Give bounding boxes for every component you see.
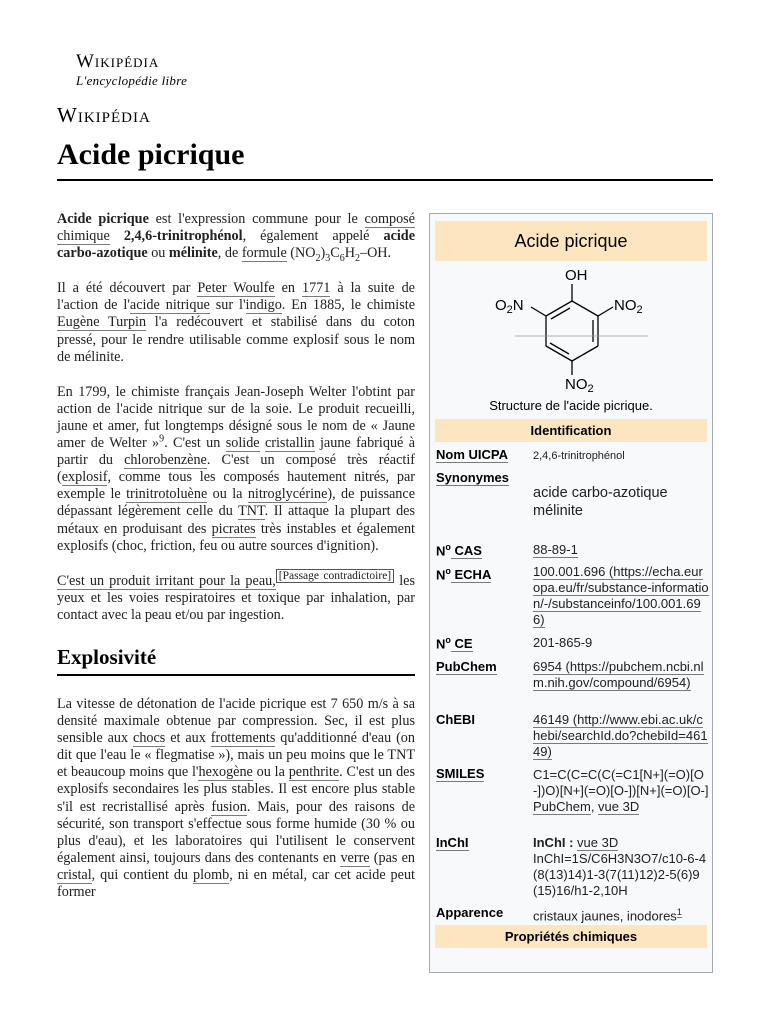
value-inchi xyxy=(533,835,709,899)
link-acide-nitrique[interactable]: acide nitrique xyxy=(129,297,210,314)
link-nom-uicpa[interactable]: Nom UICPA xyxy=(436,447,508,462)
value-apparence: cristaux jaunes, inodores$^1$ xyxy=(533,907,682,924)
text: et aux xyxy=(165,730,211,747)
link-smiles[interactable]: SMILES xyxy=(436,766,485,781)
label-no2-right: $NO_2$ xyxy=(614,297,643,316)
text: . C'est un xyxy=(164,435,226,452)
paragraph-history xyxy=(57,280,415,365)
paragraph-intro xyxy=(57,211,415,265)
link-formule[interactable]: formule xyxy=(241,245,287,262)
formula-text: ) xyxy=(320,245,326,262)
value-echa xyxy=(533,564,709,628)
value-pubchem xyxy=(533,659,709,691)
text: , comme tous les composés hautement nitrés, par exemple le xyxy=(57,469,415,503)
link-hexogene[interactable]: hexogène xyxy=(198,764,253,781)
label-apparence: Apparence xyxy=(436,905,504,920)
synonym-2: mélinite xyxy=(533,503,583,519)
page-title: Acide picrique xyxy=(57,138,245,171)
text: les yeux et les voies respiratoires et toxique par inhalation, par contact avec la peau et/ou par ingestion. xyxy=(57,572,415,623)
text: . C'est un composé très réactif ( xyxy=(57,452,416,486)
label-echa: $N^o$ ECHA xyxy=(436,566,492,583)
subscript: 2 xyxy=(315,253,321,265)
text: , de xyxy=(217,245,242,262)
text: . C'est un des explosifs secondaires les plus stables. Il est encore plus stable s'il est recristallisé après xyxy=(57,764,415,815)
smiles-string: C1=C(C=C(C(=C1[N+](=O)[O-])O)[N+](=O)[O-])[N+](=O)[O-] xyxy=(533,767,709,798)
link-fusion[interactable]: fusion xyxy=(211,798,247,815)
text: (pas en xyxy=(369,849,415,866)
benzene-ring xyxy=(531,284,613,375)
link-verre[interactable]: verre xyxy=(340,849,370,866)
link-plomb[interactable]: plomb xyxy=(192,866,230,883)
value-cas xyxy=(533,542,709,558)
link-cas-value[interactable]: 88-89-1 xyxy=(533,542,578,557)
text: à la suite de l'action de l' xyxy=(57,280,415,314)
formula-text: C xyxy=(330,245,340,262)
synonym-1: acide carbo-azotique xyxy=(533,485,668,501)
smiles-links: PubChem, vue 3D xyxy=(533,799,640,814)
reference-sup[interactable]: 9 xyxy=(159,433,165,445)
link-chebi-value[interactable]: 46149 (http://www.ebi.ac.uk/chebi/searchId.do?chebiId=46149) xyxy=(533,712,708,759)
section-heading-explosivite: Explosivité xyxy=(57,644,157,669)
text: l'a redécouvert et stabilisé dans du coton pressé, pour le rendre utilisable comme explosif sous le nom de mélinite. xyxy=(57,314,415,365)
wikipedia-wordmark[interactable]: Wikipédia xyxy=(57,103,151,127)
infobox-title: Acide picrique xyxy=(435,221,707,261)
text: , également appelé xyxy=(242,228,384,245)
inchi-string: InChI=1S/C6H3N3O7/c10-6-4(8(13)14)1-3(7(11)12)2-5(6)9(15)16/h1-2,10H xyxy=(533,851,707,898)
link-peter-woulfe[interactable]: Peter Woulfe xyxy=(197,280,275,297)
text: ou xyxy=(147,245,169,262)
structure-diagram[interactable] xyxy=(485,264,665,396)
text: Il a été découvert par xyxy=(57,280,198,297)
text: ), de puissance dépassant légèrement celle du xyxy=(57,486,415,520)
link-ce[interactable]: CE xyxy=(450,636,473,652)
title-divider xyxy=(57,179,713,181)
label-inchi xyxy=(436,835,469,850)
label-oh: OH xyxy=(565,267,588,284)
bold-term: 2,4,6-trinitrophénol xyxy=(123,228,243,245)
link-solide[interactable]: solide xyxy=(225,435,260,452)
bold-term: Acide picrique xyxy=(57,211,149,227)
inchi-prefix: InChI : xyxy=(533,835,578,850)
text xyxy=(110,228,124,244)
link-synonymes[interactable]: Synonymes xyxy=(436,470,509,485)
link-inchi[interactable]: InChI xyxy=(436,835,469,850)
text: sur l' xyxy=(209,297,246,314)
section-identification: Identification xyxy=(435,419,707,442)
subscript: 2 xyxy=(354,253,360,265)
link-eugene-turpin[interactable]: Eugène Turpin xyxy=(57,314,147,331)
link-cas[interactable]: CAS xyxy=(450,543,482,559)
link-smiles-pubchem[interactable]: PubChem xyxy=(533,799,591,814)
link-pubchem[interactable]: PubChem xyxy=(436,659,497,674)
infobox xyxy=(429,213,713,973)
bold-term: mélinite xyxy=(168,245,218,262)
contradiction-note[interactable]: [Passage contradictoire] xyxy=(276,569,394,583)
link-irritant[interactable]: C'est un produit irritant pour la peau, xyxy=(57,572,276,589)
link-trinitrotoluene[interactable]: trinitrotoluène xyxy=(126,486,208,503)
link-1771[interactable]: 1771 xyxy=(302,280,331,297)
text: ou la xyxy=(207,486,248,503)
article-body xyxy=(57,211,415,919)
link-explosif[interactable]: explosif xyxy=(61,469,108,486)
link-picrates[interactable]: picrates xyxy=(211,520,256,537)
label-o2n: $O_2N$ xyxy=(495,297,524,316)
paragraph-welter xyxy=(57,384,415,555)
label-ce: $N^o$ CE xyxy=(436,635,473,652)
label-iupac xyxy=(436,447,508,462)
bold-term: acide carbo-azotique xyxy=(57,228,415,262)
logo-tagline: L'encyclopédie libre xyxy=(76,73,188,88)
text: , qui contient du xyxy=(91,866,193,883)
logo-wordmark: Wikipédia xyxy=(76,51,160,72)
formula-text: H xyxy=(344,245,355,262)
value-chebi xyxy=(533,712,709,760)
link-cristallin[interactable]: cristallin xyxy=(264,435,315,452)
label-pubchem xyxy=(436,659,497,674)
link-tnt[interactable]: TNT xyxy=(238,503,265,520)
section-divider xyxy=(57,674,415,676)
label-synonymes xyxy=(436,470,509,485)
text: en xyxy=(274,280,302,297)
formula-text: –OH. xyxy=(359,245,392,262)
text: . Mais, pour des raisons de sécurité, son transport s'effectue sous forme humide (30 % ou plus d'eau), et les laboratoires qui l'utilisent le conservent également ainsi, toujours dans des contenants en xyxy=(57,798,415,866)
text: En 1799, le chimiste français Jean-Joseph Welter l'obtint par action de l'acide nitrique sur de la soie. Le produit recueilli, jaune et amer, fut longtemps désigné sous le nom de « Jaune amer de Welter » xyxy=(57,383,415,452)
label-cas: $N^o$ CAS xyxy=(436,542,482,559)
link-inchi-3d[interactable]: vue 3D xyxy=(577,835,619,850)
text: très instables et également explosifs (choc, friction, feu ou autre sources d'ignition). xyxy=(57,520,415,554)
value-smiles xyxy=(533,767,709,815)
text: . Il attaque la plupart des métaux en produisant des xyxy=(57,503,415,537)
value-iupac: 2,4,6-trinitrophénol xyxy=(533,450,625,462)
value-synonymes xyxy=(533,484,709,520)
link-nitroglycerine[interactable]: nitroglycérine xyxy=(247,486,328,503)
link-cristal[interactable]: cristal xyxy=(57,866,92,883)
text: jaune fabriqué à partir du xyxy=(57,435,415,469)
link-penthrite[interactable]: penthrite xyxy=(288,764,340,781)
subscript: 3 xyxy=(325,253,331,265)
link-pubchem-value[interactable]: 6954 (https://pubchem.ncbi.nlm.nih.gov/compound/6954) xyxy=(533,659,704,690)
section-proprietes-chimiques: Propriétés chimiques xyxy=(435,925,707,948)
label-smiles xyxy=(436,766,484,781)
paragraph-toxicity xyxy=(57,569,415,624)
text: . En 1885, le chimiste xyxy=(281,297,415,314)
link-echa[interactable]: ECHA xyxy=(450,567,492,583)
value-ce: 201-865-9 xyxy=(533,635,593,650)
paragraph-explosivite xyxy=(57,696,415,901)
text: La vitesse de détonation de l'acide picrique est 7 650 m/s à sa densité maximale obtenue par compression. Sec, il est plus sensible aux xyxy=(57,695,415,747)
link-chocs[interactable]: chocs xyxy=(133,730,166,747)
link-frottements[interactable]: frottements xyxy=(210,730,276,747)
reference-sup[interactable]: 1 xyxy=(676,907,682,917)
subscript: 6 xyxy=(339,253,345,265)
link-indigo[interactable]: indigo xyxy=(245,297,282,314)
label-no2-bottom: $NO_2$ xyxy=(565,376,594,395)
link-chlorobenzene[interactable]: chlorobenzène xyxy=(124,452,207,469)
text: qu'additionné d'eau (on dit que l'eau le « flegmatise »), mais un peu moins que le TNT et beaucoup moins que l' xyxy=(57,730,415,781)
link-echa-value[interactable]: 100.001.696 (https://echa.europa.eu/fr/substance-information/-/substanceinfo/100.001.696) xyxy=(533,564,709,627)
label-chebi: ChEBI xyxy=(436,712,475,727)
wikipedia-logo[interactable] xyxy=(76,52,187,89)
structure-caption: Structure de l'acide picrique. xyxy=(489,398,653,413)
text: est l'expression commune pour le xyxy=(148,211,365,227)
link-smiles-3d[interactable]: vue 3D xyxy=(598,799,640,814)
formula-text: (NO xyxy=(286,245,316,262)
link-compose-chimique[interactable]: composé chimique xyxy=(57,211,415,245)
text: , ni en métal, car cet acide peut former xyxy=(57,866,415,900)
text: ou la xyxy=(252,764,289,781)
